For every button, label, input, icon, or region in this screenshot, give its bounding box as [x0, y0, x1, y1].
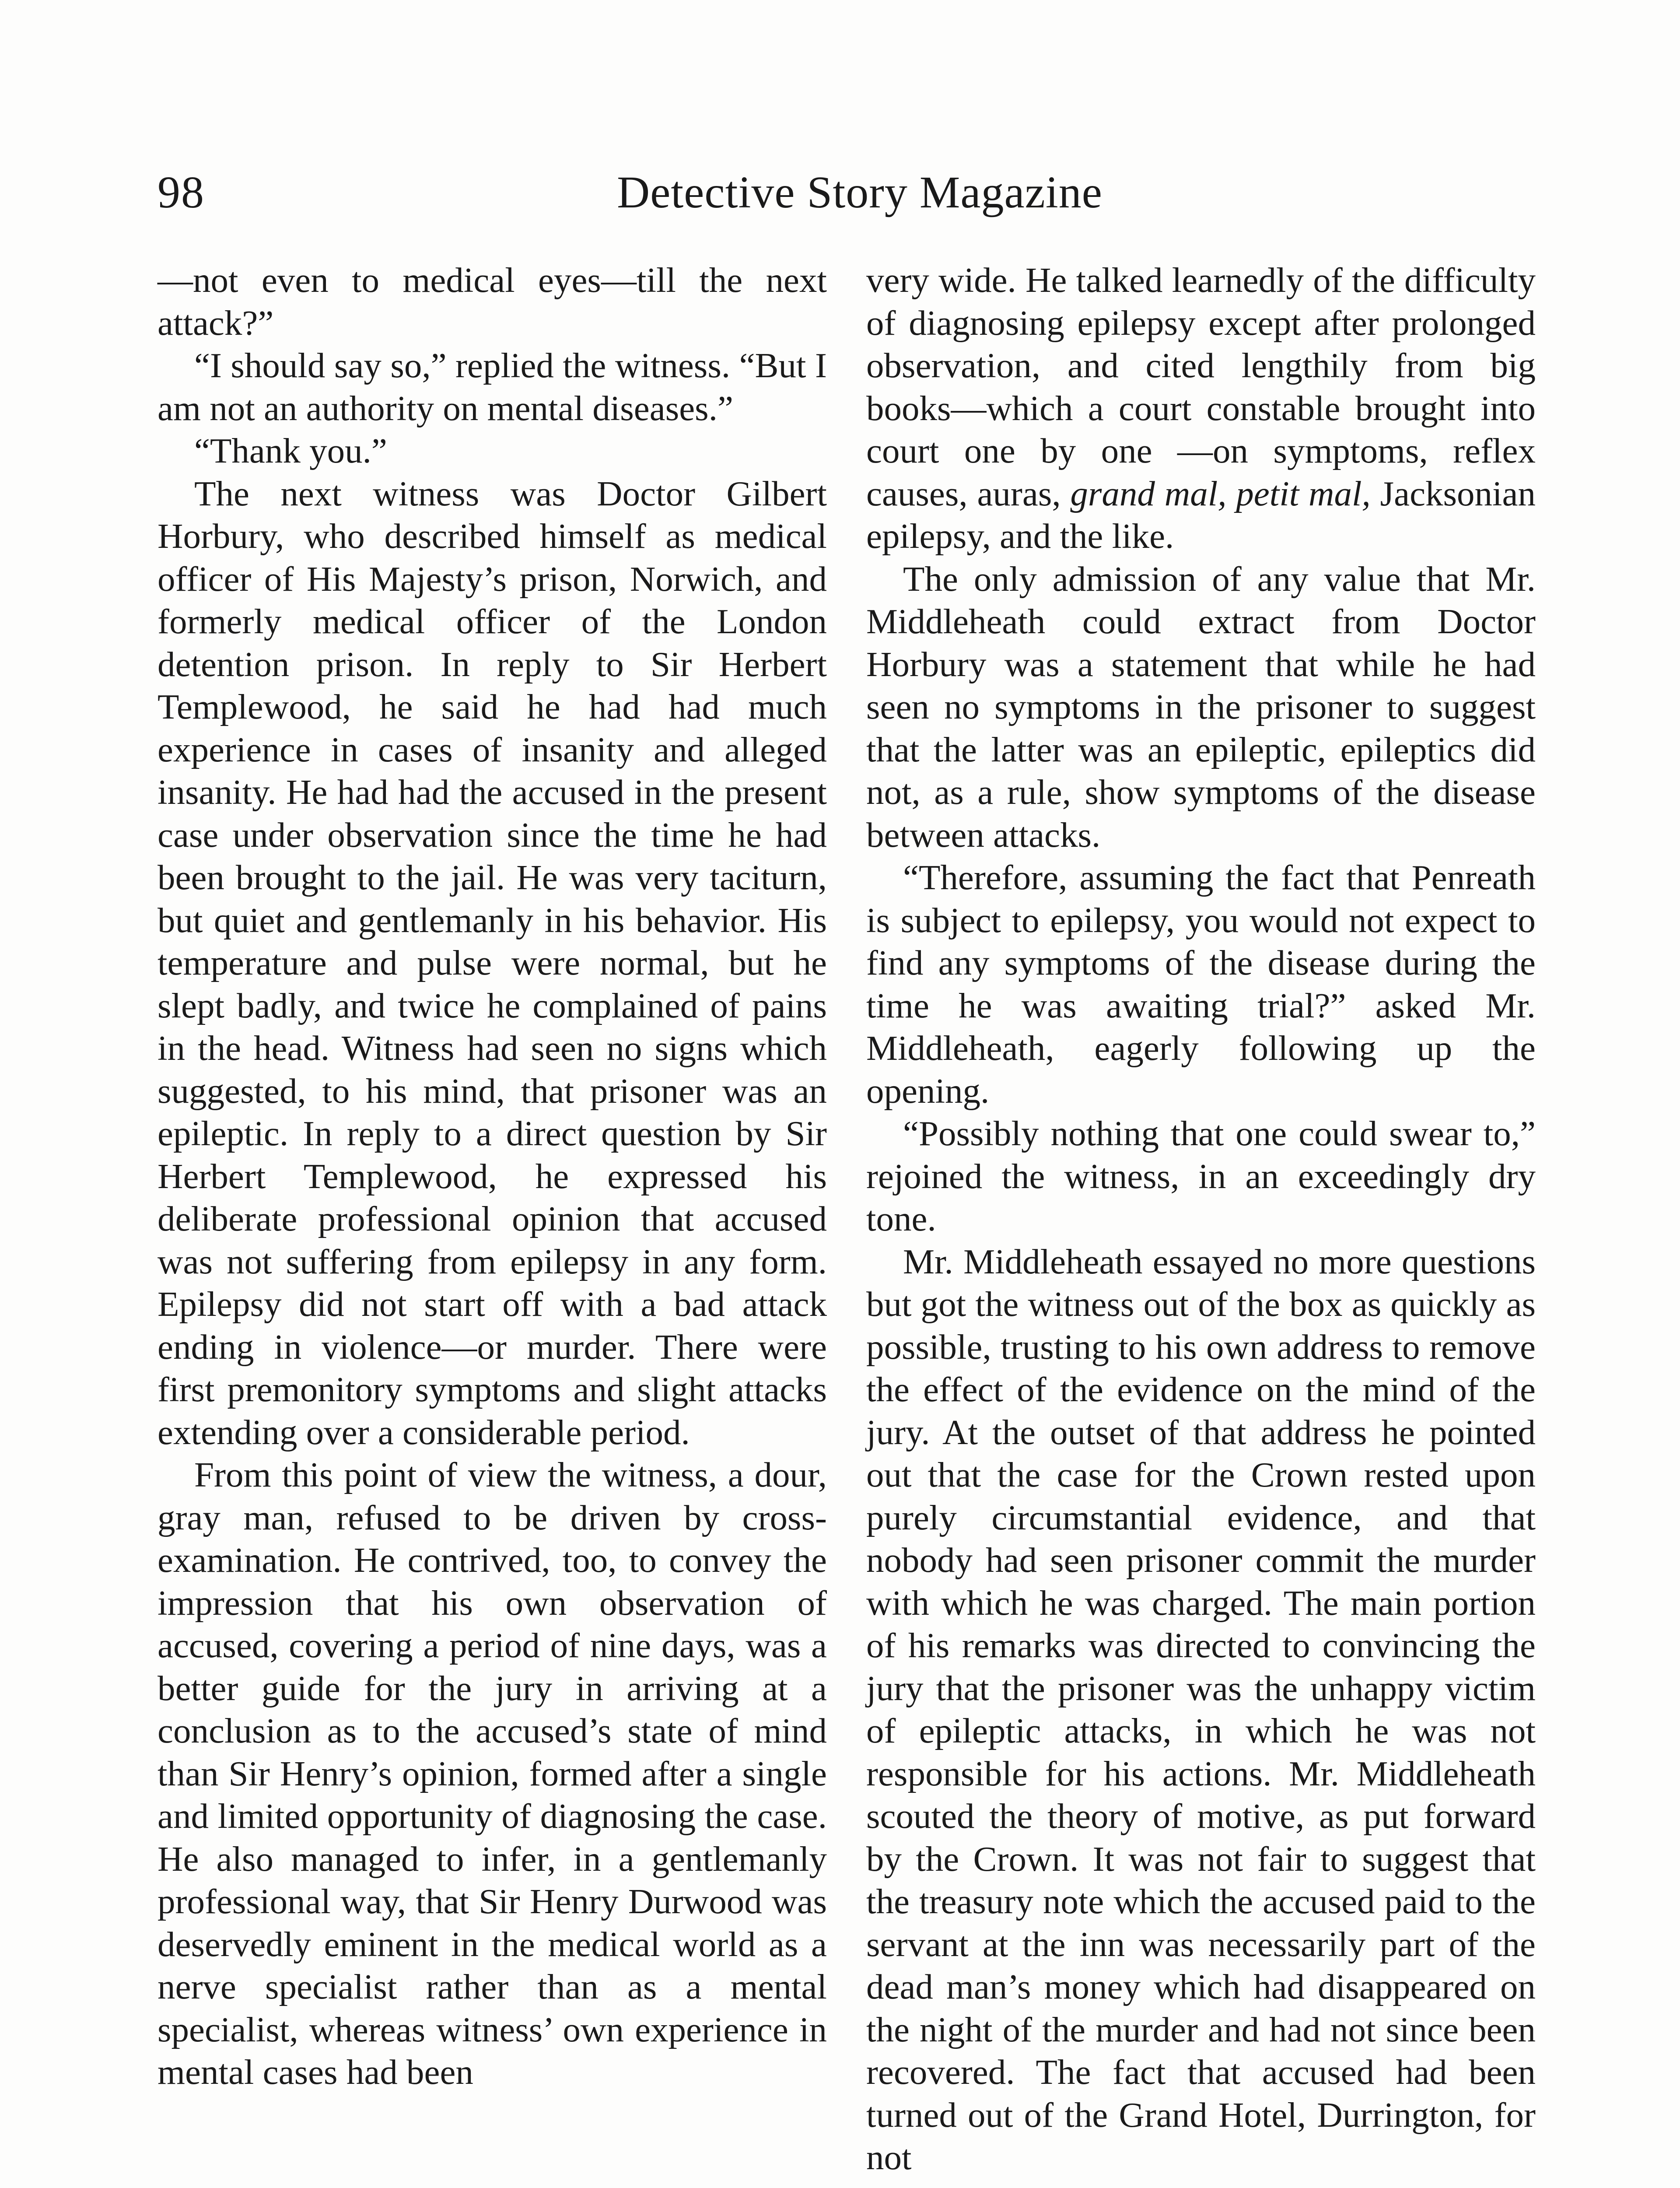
paragraph	[866, 856, 1536, 1112]
paragraph	[158, 259, 827, 344]
paragraph-text: “Thank you.”	[194, 431, 387, 470]
paragraph-text: —not even to medical eyes—till the next attack?”	[158, 260, 827, 343]
paragraph-text: “Possibly nothing that one could swear to,” rejoined the witness, in an exceedingly dry tone.	[866, 1114, 1536, 1238]
paragraph-text: “Therefore, assuming the fact that Penreath is subject to epilepsy, you would not expect to find any symptoms of the disease during the time he was awaiting trial?” asked Mr. Middleheath, eagerly following up the opening.	[866, 858, 1536, 1111]
paragraph	[158, 430, 827, 473]
page-number: 98	[158, 167, 205, 217]
running-title: Detective Story Magazine	[617, 167, 1102, 217]
paragraph-text: From this point of view the witness, a dour, gray man, refused to be driven by cross-examination. He contrived, too, to convey the impression that his own observation of accused, covering a period of nine days, was a better guide for the jury in arriving at a conclusion as to the accused’s state of mind than Sir Henry’s opinion, formed after a single and limited opportunity of diagnosing the case. He also managed to infer, in a gentlemanly professional way, that Sir Henry Durwood was deservedly eminent in the medical world as a nerve specialist rather than as a mental specialist, whereas witness’ own experience in mental cases had been	[158, 1455, 827, 2092]
page-header	[158, 162, 1562, 236]
paragraph-text: very wide. He talked learnedly of the difficulty of diagnosing epilepsy except after prolonged observation, and cited lengthily from big books—which a court constable brought into court one by one —on symptoms, reflex causes, auras,	[866, 260, 1536, 513]
right-text-column	[866, 259, 1536, 2179]
paragraph-text: Mr. Middleheath essayed no more questions but got the witness out of the box as quickly as possible, trusting to his own address to remove the effect of the evidence on the mind of the jury. At the outset of that address he pointed out that the case for the Crown rested upon purely circumstantial evidence, and that nobody had seen prisoner commit the murder with which he was charged. The main portion of his remarks was directed to convincing the jury that the prisoner was the unhappy victim of epileptic attacks, in which he was not responsible for his actions. Mr. Middleheath scouted the theory of motive, as put forward by the Crown. It was not fair to suggest that the treasury note which the accused paid to the servant at the inn was necessarily part of the dead man’s money which had disappeared on the night of the murder and had not since been recovered. The fact that accused had been turned out of the Grand Hotel, Durrington, for not	[866, 1241, 1536, 2177]
paragraph-text: “I should say so,” replied the witness. “But I am not an authority on mental diseases.”	[158, 346, 827, 428]
paragraph	[158, 473, 827, 1454]
paragraph-text: The next witness was Doctor Gilbert Horbury, who described himself as medical officer of His Majesty’s prison, Norwich, and formerly medical officer of the London detention prison. In reply to Sir Herbert Templewood, he said he had had much experience in cases of insanity and alleged insanity. He had had the accused in the present case under observation since the time he had been brought to the jail. He was very taciturn, but quiet and gentlemanly in his behavior. His temperature and pulse were normal, but he slept badly, and twice he complained of pains in the head. Witness had seen no signs which suggested, to his mind, that prisoner was an epileptic. In reply to a direct question by Sir Herbert Templewood, he expressed his deliberate professional opinion that accused was not suffering from epilepsy in any form. Epilepsy did not start off with a bad attack ending in violence—or murder. There were first premonitory symptoms and slight attacks extending over a considerable period.	[158, 473, 827, 1452]
paragraph	[866, 1241, 1536, 2179]
paragraph	[866, 259, 1536, 558]
paragraph	[866, 558, 1536, 857]
paragraph	[866, 1112, 1536, 1241]
left-text-column	[158, 259, 827, 2094]
paragraph	[158, 344, 827, 430]
italic-text: grand mal, petit mal,	[1070, 473, 1371, 513]
paragraph	[158, 1454, 827, 2094]
paragraph-text: The only admission of any value that Mr. Middleheath could extract from Doctor Horbury was a statement that while he had seen no symptoms in the prisoner to suggest that the latter was an epileptic, epileptics did not, as a rule, show symptoms of the disease between attacks.	[866, 559, 1536, 855]
paragraph-text: Jacksonian epilepsy, and the like.	[866, 473, 1536, 556]
